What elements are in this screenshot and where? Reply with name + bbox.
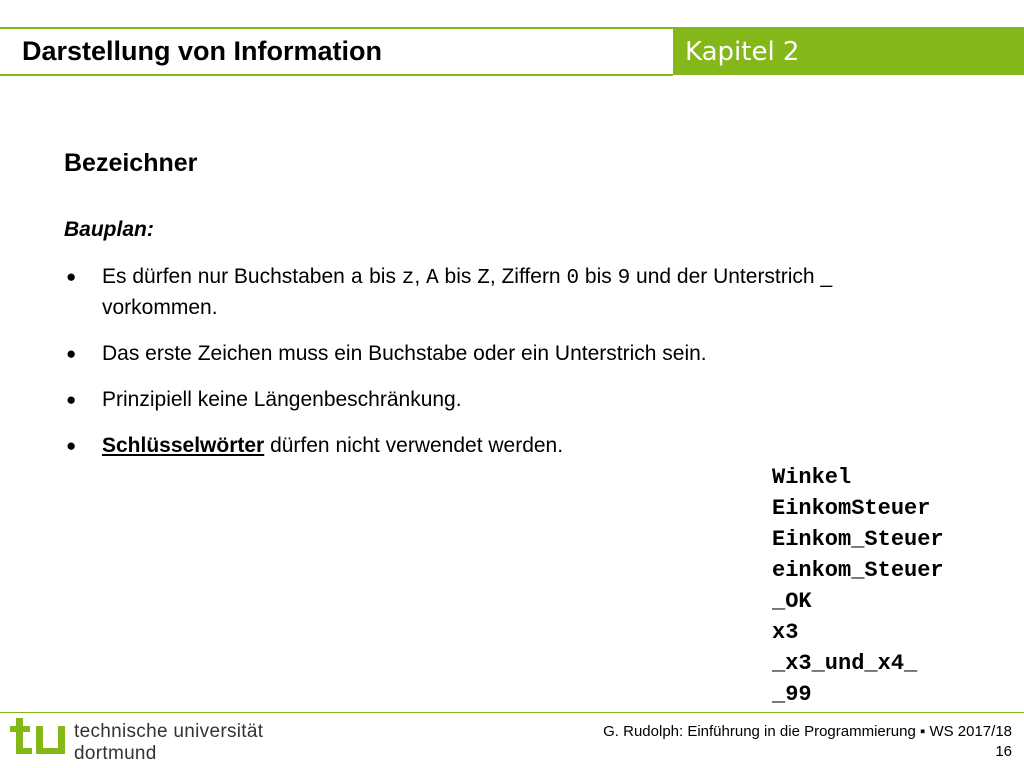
bullet-text: und der Unterstrich _ vorkommen. bbox=[102, 265, 833, 319]
example-identifier: _OK bbox=[772, 589, 812, 614]
bullet-text: Es dürfen nur Buchstaben bbox=[102, 265, 351, 288]
section-title: Bezeichner bbox=[64, 149, 198, 177]
keyword-link: Schlüsselwörter bbox=[102, 434, 265, 457]
bullet-item-allowed-chars bbox=[64, 262, 864, 322]
bullet-text: bis bbox=[438, 265, 478, 288]
chapter-badge bbox=[673, 29, 1024, 75]
example-identifier: einkom_Steuer bbox=[772, 558, 944, 583]
identifier-examples bbox=[772, 462, 944, 710]
example-identifier: EinkomSteuer bbox=[772, 496, 931, 521]
bullet-text: bis bbox=[363, 265, 402, 288]
code-char: 9 bbox=[617, 267, 631, 290]
slide-header-title: Darstellung von Information bbox=[22, 36, 383, 66]
bullet-item-keywords bbox=[64, 431, 864, 460]
page-number: 16 bbox=[995, 743, 1012, 760]
example-identifier: x3 bbox=[772, 620, 799, 645]
bullet-icon: ● bbox=[66, 267, 77, 286]
bullet-text: Prinzipiell keine Längenbeschränkung. bbox=[102, 388, 462, 411]
footer-info bbox=[603, 722, 1012, 762]
example-identifier: _99 bbox=[772, 682, 812, 707]
bullet-item-first-char bbox=[64, 339, 864, 368]
university-name bbox=[74, 721, 263, 765]
example-identifier: _x3_und_x4_ bbox=[772, 651, 918, 676]
footer-rule bbox=[0, 712, 1024, 713]
university-line1: technische universität bbox=[74, 721, 264, 742]
bullet-text: Das erste Zeichen muss ein Buchstabe oder ein Unterstrich sein. bbox=[102, 342, 707, 365]
bauplan-subheading: Bauplan: bbox=[64, 218, 154, 241]
chapter-label: Kapitel 2 bbox=[685, 37, 800, 67]
bullet-icon: ● bbox=[66, 390, 77, 409]
code-char: Z bbox=[477, 267, 490, 290]
bullet-item-length bbox=[64, 385, 864, 414]
code-char: a bbox=[350, 267, 364, 290]
tu-logo-icon bbox=[6, 716, 68, 764]
bullet-list bbox=[64, 262, 864, 477]
example-identifier: Einkom_Steuer bbox=[772, 527, 944, 552]
bullet-icon: ● bbox=[66, 344, 77, 363]
bullet-text: bis bbox=[579, 265, 618, 288]
bullet-text: , bbox=[414, 265, 427, 288]
code-char: z bbox=[401, 267, 415, 290]
code-char: A bbox=[426, 267, 439, 290]
code-char: 0 bbox=[566, 267, 580, 290]
lecture-info: G. Rudolph: Einführung in die Programmierung ▪ WS 2017/18 bbox=[603, 723, 1012, 740]
bullet-text: , Ziffern bbox=[489, 265, 567, 288]
university-line2: dortmund bbox=[74, 743, 157, 764]
bullet-text: dürfen nicht verwendet werden. bbox=[264, 434, 564, 457]
header-underline bbox=[0, 74, 673, 76]
example-identifier: Winkel bbox=[772, 465, 852, 490]
bullet-icon: ● bbox=[66, 436, 77, 455]
